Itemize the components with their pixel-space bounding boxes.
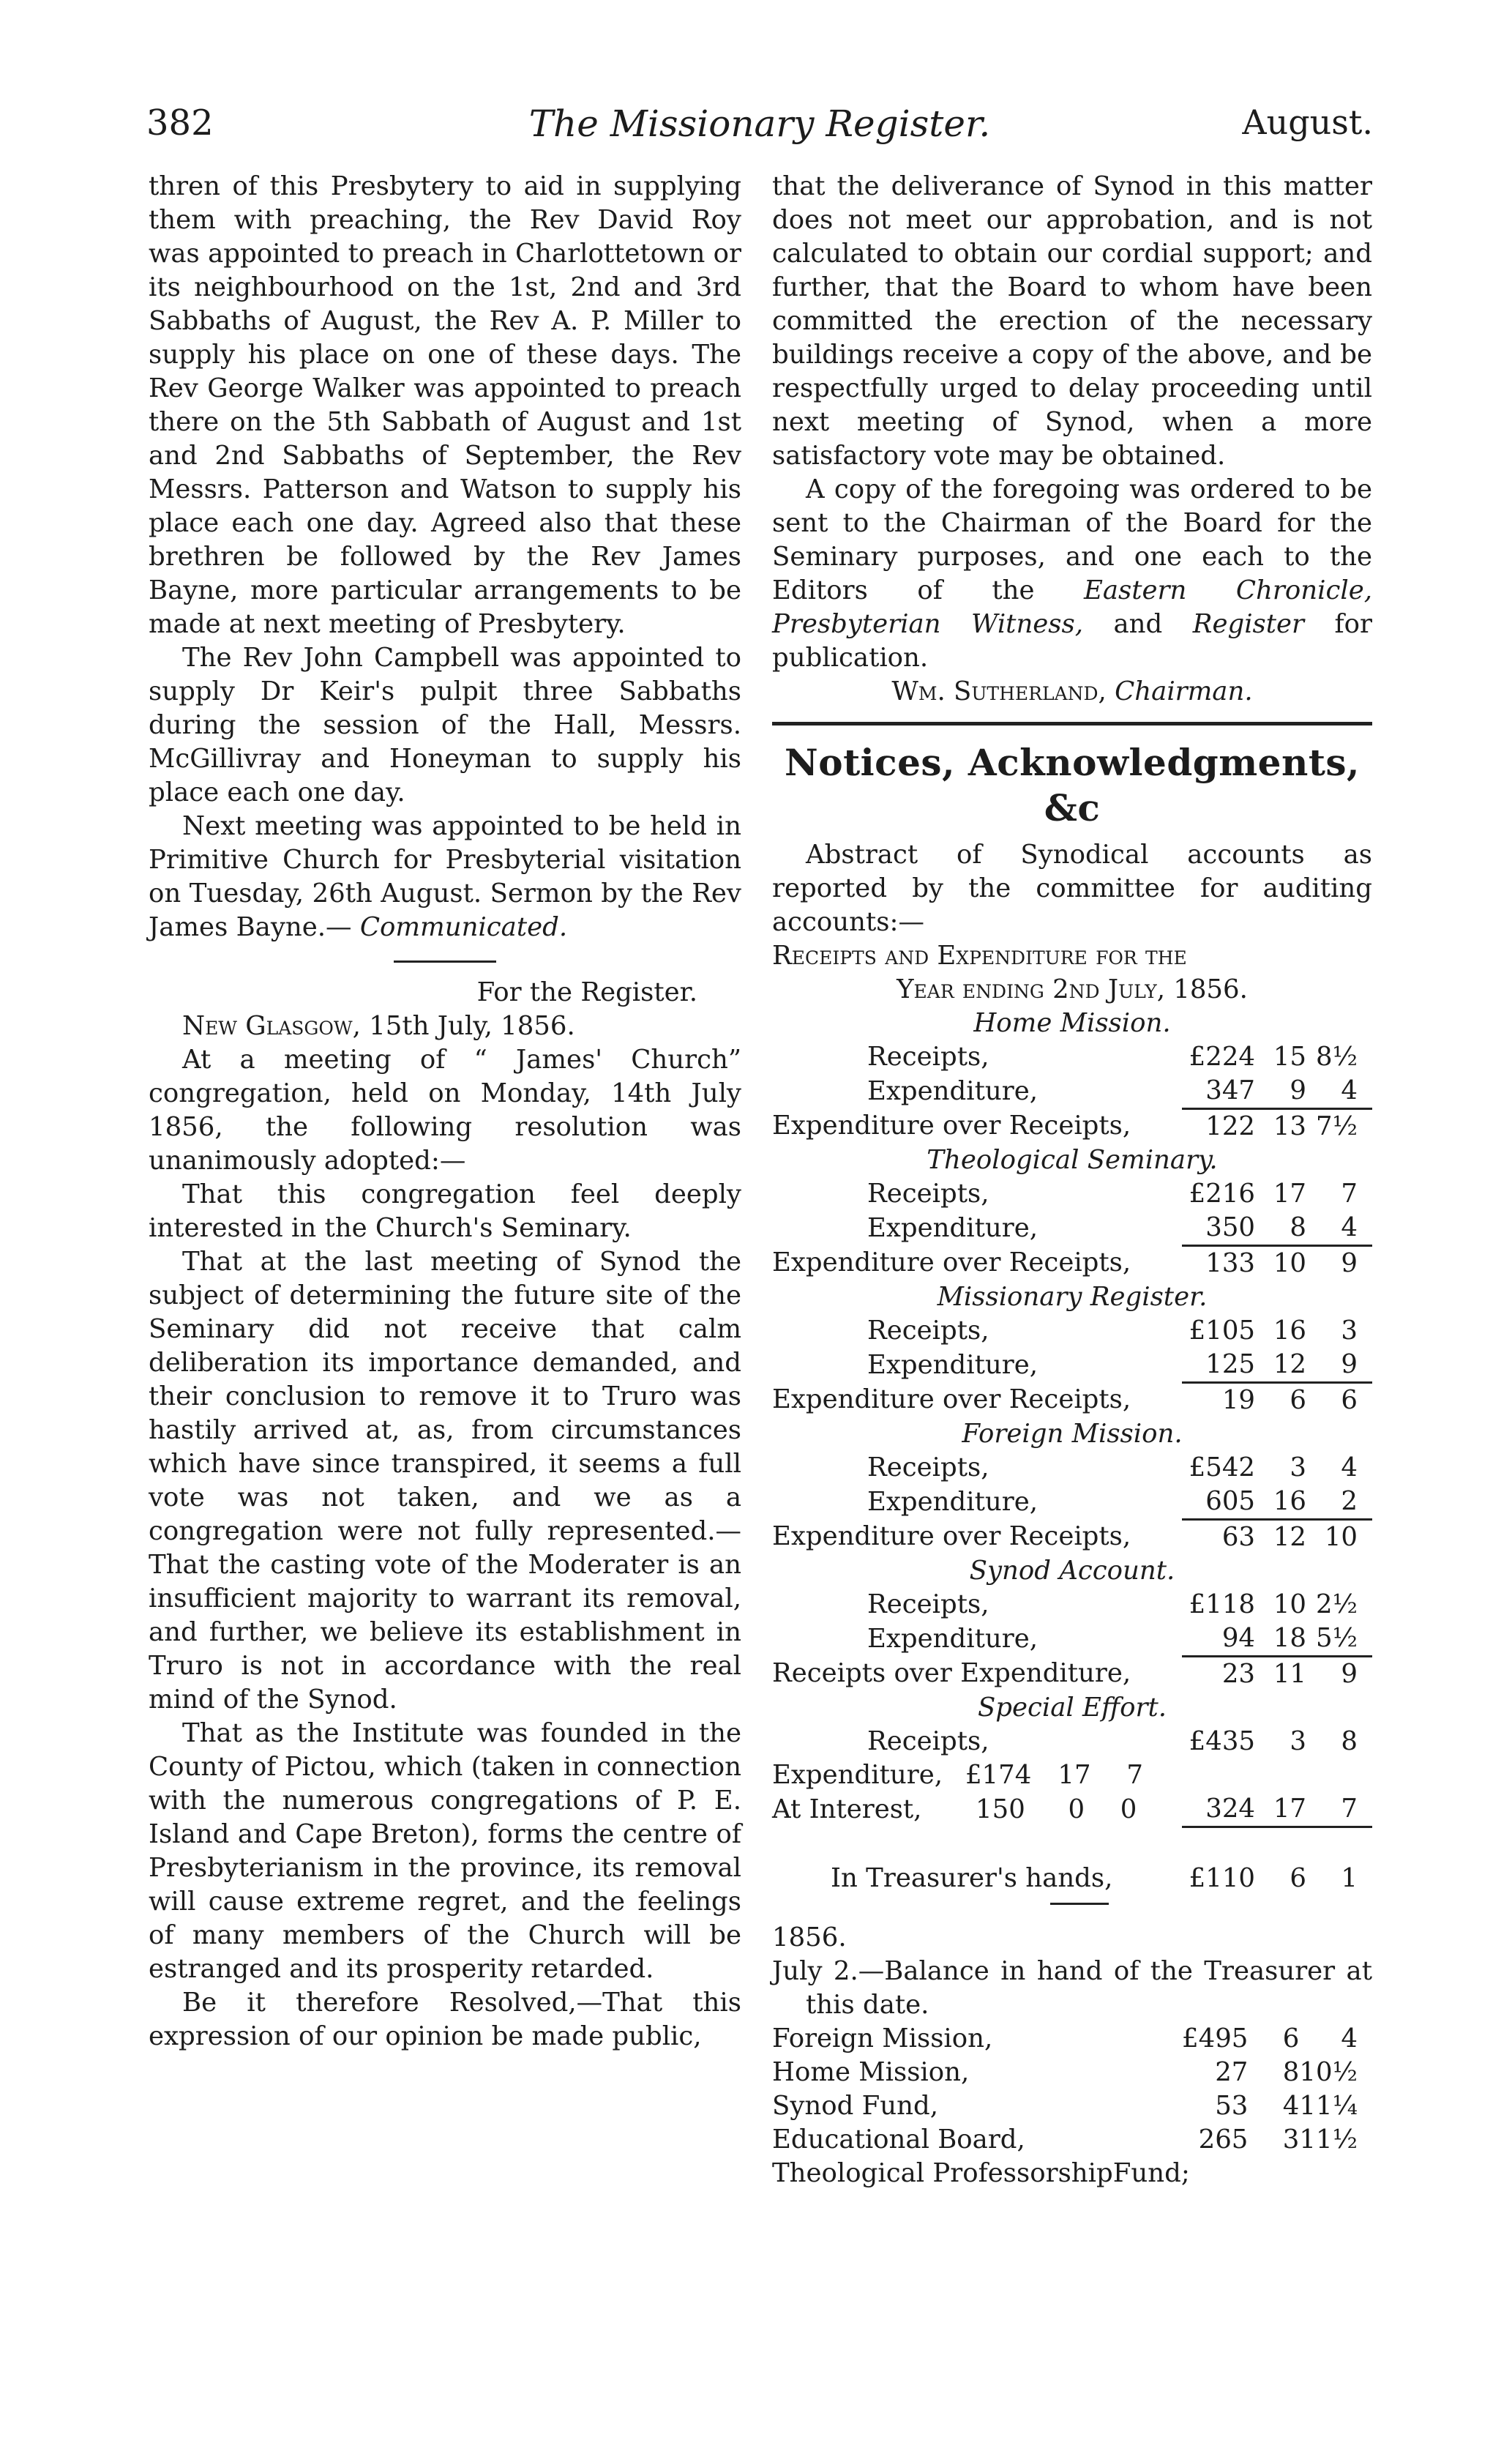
- row-label: Receipts,: [867, 1726, 989, 1756]
- row-label: Educational Board,: [772, 2125, 1025, 2155]
- row-label: Expenditure,: [867, 1349, 1038, 1380]
- pounds: £542: [1189, 1452, 1255, 1482]
- shillings: 6: [1290, 1863, 1306, 1893]
- pounds: £118: [1189, 1589, 1255, 1619]
- shillings: 13: [1273, 1111, 1306, 1141]
- shillings: 17: [1273, 1179, 1306, 1209]
- pounds: 265: [1198, 2125, 1249, 2155]
- shillings: 17: [1255, 1792, 1306, 1827]
- paragraph: thren of this Presbytery to aid in supplying them with preaching, the Rev David Roy was appointed to preach in Charlottetown or its neighbourhood on the 1st, 2nd and 3rd Sabbaths of August, the Rev A. P. Miller to supply his place on one of these days. The Rev George Walker was appointed to preach there on the 5th Sabbath of August and 1st and 2nd Sabbaths of September, the Rev Messrs. Patterson and Watson to supply his place each one day. Agreed also that these brethren be followed by the Rev James Bayne, more particular arrangements to be made at next meeting of Presbytery.: [149, 171, 741, 639]
- shillings: 3: [1290, 1452, 1306, 1482]
- accounts-heading: Receipts and Expenditure for the: [772, 941, 1187, 971]
- balance-table: [772, 2022, 1372, 2190]
- account-title: Theological Seminary.: [927, 1145, 1218, 1175]
- row-label: Expenditure over Receipts,: [772, 1111, 1131, 1141]
- pounds: 347: [1182, 1074, 1255, 1109]
- pounds: 27: [1215, 2057, 1249, 2087]
- account-title: Missionary Register.: [937, 1282, 1208, 1312]
- shillings: 11: [1273, 1659, 1306, 1689]
- pence: 6: [1341, 1385, 1358, 1415]
- balance-heading: July 2.—Balance in hand of the Treasurer at this date.: [772, 1956, 1372, 2020]
- pounds: £224: [1189, 1042, 1255, 1072]
- shillings: 0: [1068, 1794, 1085, 1824]
- pence: 8½: [1316, 1042, 1358, 1072]
- paragraph: That at the last meeting of Synod the subject of determining the future site of the Seminary did not receive that calm deliberation its importance demanded, and their conclusion to remove it to Truro was hastily arrived at, as, from circumstances which have since transpired, it seems a full vote was not taken, and we as a congregation were not fully represented.—That the casting vote of the Moderater is an insufficient majority to warrant its removal, and further, we believe its establishment in Truro is not in accordance with the real mind of the Synod.: [149, 1247, 741, 1715]
- pounds: 122: [1205, 1111, 1255, 1141]
- pounds: 94: [1182, 1622, 1255, 1657]
- balance-year: 1856.: [772, 1922, 847, 1952]
- paragraph: [772, 473, 1372, 675]
- pence: 11½: [1299, 2125, 1358, 2155]
- row-label: Expenditure over Receipts,: [772, 1247, 1131, 1278]
- account-title: Synod Account.: [969, 1556, 1175, 1586]
- accounts-heading: Year ending 2nd July, 1856.: [897, 974, 1248, 1004]
- dateline-date: 15th July, 1856.: [369, 1011, 575, 1041]
- signature-role: Chairman.: [1115, 676, 1253, 706]
- and-text: and: [1113, 609, 1163, 639]
- pounds: 350: [1182, 1211, 1255, 1246]
- pence: 1: [1341, 1863, 1358, 1893]
- paragraph: [149, 810, 741, 944]
- section-title: Notices, Acknowledgments, &c: [785, 741, 1360, 829]
- pounds: £105: [1189, 1316, 1255, 1346]
- for-register-label: For the Register.: [476, 977, 697, 1007]
- account-title: Foreign Mission.: [962, 1419, 1183, 1449]
- divider: [394, 960, 496, 963]
- pounds: 324: [1182, 1792, 1255, 1827]
- pence: 4: [1306, 1211, 1372, 1246]
- shillings: 9: [1255, 1074, 1306, 1109]
- pence: 3: [1341, 1316, 1358, 1346]
- paragraph: Be it therefore Resolved,—That this expression of our opinion be made public,: [149, 1988, 741, 2051]
- expenditure-label: Expenditure,: [772, 1760, 943, 1790]
- paragraph-text: A copy of the foregoing was ordered to be sent to the Chairman of the Board for the Seminary purposes, and one each to the Editors of the: [772, 474, 1372, 605]
- pounds: £216: [1189, 1179, 1255, 1209]
- running-title: The Missionary Register.: [528, 102, 991, 145]
- paragraph: That this congregation feel deeply interested in the Church's Seminary.: [149, 1179, 741, 1243]
- register-name: Register: [1192, 609, 1305, 639]
- row-label: Expenditure,: [867, 1486, 1038, 1517]
- month-label: August.: [1242, 102, 1373, 142]
- pounds: 63: [1221, 1522, 1255, 1552]
- paragraph: The Rev John Campbell was appointed to supply Dr Keir's pulpit three Sabbaths during the session of the Hall, Messrs. McGillivray and Honeyman to supply his place each one day.: [149, 643, 741, 807]
- row-label: [772, 1758, 1182, 1792]
- shillings: 10: [1273, 1589, 1306, 1619]
- row-label: Foreign Mission,: [772, 2023, 993, 2053]
- shillings: 3: [1290, 1726, 1306, 1756]
- signature: [772, 675, 1372, 709]
- pence: 7: [1126, 1760, 1143, 1790]
- shillings: 6: [1282, 2023, 1300, 2053]
- pence: 2½: [1316, 1589, 1358, 1619]
- pounds: 605: [1182, 1485, 1255, 1520]
- pence: 9: [1341, 1659, 1358, 1689]
- signature-name: Wm. Sutherland,: [891, 676, 1107, 706]
- right-column: [772, 170, 1372, 2190]
- shillings: 12: [1255, 1348, 1306, 1383]
- row-label: Receipts,: [867, 1316, 989, 1346]
- pence: 7½: [1316, 1111, 1358, 1141]
- pence: 10½: [1299, 2057, 1358, 2087]
- pence: 8: [1341, 1726, 1358, 1756]
- row-label: Expenditure,: [867, 1212, 1038, 1243]
- pounds: £495: [1182, 2023, 1249, 2053]
- shillings: 10: [1273, 1248, 1306, 1278]
- dateline-place: New Glasgow,: [182, 1011, 361, 1041]
- pence: 0: [1120, 1794, 1137, 1824]
- row-label: Receipts,: [867, 1179, 989, 1209]
- row-label: Synod Fund,: [772, 2091, 938, 2121]
- row-label: Expenditure,: [867, 1075, 1038, 1106]
- pence: 2: [1306, 1485, 1372, 1520]
- pence: 4: [1306, 1074, 1372, 1109]
- shillings: 16: [1255, 1485, 1306, 1520]
- dateline: [149, 1010, 741, 1043]
- shillings: 3: [1282, 2125, 1300, 2155]
- account-title: Home Mission.: [973, 1008, 1171, 1038]
- divider: [1050, 1903, 1109, 1905]
- pounds: £110: [1189, 1863, 1255, 1893]
- row-label: Receipts,: [867, 1042, 989, 1072]
- pounds: 19: [1221, 1385, 1255, 1415]
- pounds: 125: [1182, 1348, 1255, 1383]
- row-label: Expenditure,: [867, 1623, 1038, 1654]
- section-divider: [772, 722, 1372, 725]
- pence: 10: [1324, 1522, 1358, 1552]
- shillings: 17: [1058, 1760, 1091, 1790]
- pence: 9: [1306, 1348, 1372, 1383]
- page-header: [146, 102, 1373, 154]
- paragraph: Abstract of Synodical accounts as reported by the committee for auditing accounts:—: [772, 840, 1372, 937]
- pence: 7: [1306, 1792, 1372, 1827]
- pounds: 23: [1221, 1659, 1255, 1689]
- paragraph: At a meeting of “ James' Church” congregation, held on Monday, 14th July 1856, the following resolution was unanimously adopted:—: [149, 1045, 741, 1176]
- row-label: Receipts,: [867, 1589, 989, 1619]
- pence: 5½: [1306, 1622, 1372, 1657]
- shillings: 12: [1273, 1522, 1306, 1552]
- pence: 4: [1341, 2023, 1358, 2053]
- paragraph-text: for publication.: [772, 609, 1372, 673]
- page-number: 382: [146, 102, 214, 143]
- row-label: Theological ProfessorshipFund;: [772, 2158, 1190, 2188]
- left-column: [149, 170, 741, 2053]
- pounds: 53: [1215, 2091, 1249, 2121]
- communicated-label: Communicated.: [359, 912, 568, 942]
- pence: 9: [1341, 1248, 1358, 1278]
- row-label: Expenditure over Receipts,: [772, 1521, 1131, 1552]
- paragraph: That as the Institute was founded in the County of Pictou, which (taken in connection with the numerous congregations of P. E. Island and Cape Breton), forms the centre of Presbyterianism in the province, its removal will cause extreme regret, and the feelings of many members of the Church will be estranged and its prosperity retarded.: [149, 1718, 741, 1984]
- shillings: 16: [1273, 1316, 1306, 1346]
- paragraph: that the deliverance of Synod in this matter does not meet our approbation, and is not calculated to obtain our cordial support; and further, that the Board to whom have been committed the erection of the necessary buildings receive a copy of the above, and be respectfully urged to delay proceeding until next meeting of Synod, when a more satisfactory vote may be obtained.: [772, 171, 1372, 471]
- publication-names: Eastern Chronicle, Presbyterian Witness,: [772, 575, 1372, 639]
- account-title: Special Effort.: [977, 1693, 1167, 1723]
- shillings: 6: [1290, 1385, 1306, 1415]
- row-label: Receipts,: [867, 1452, 989, 1482]
- interest-label: At Interest,: [772, 1794, 922, 1824]
- pounds: £174: [965, 1760, 1032, 1790]
- row-label: In Treasurer's hands,: [831, 1863, 1113, 1893]
- row-label: Expenditure over Receipts,: [772, 1384, 1131, 1415]
- shillings: 15: [1273, 1042, 1306, 1072]
- row-label: Home Mission,: [772, 2057, 970, 2087]
- row-label: Receipts over Expenditure,: [772, 1658, 1131, 1689]
- pounds: 133: [1205, 1248, 1255, 1278]
- shillings: 8: [1255, 1211, 1306, 1246]
- row-label: [772, 1792, 1182, 1827]
- shillings: 8: [1282, 2057, 1300, 2087]
- pounds: 150: [976, 1794, 1025, 1824]
- accounts-table: [772, 1007, 1372, 1895]
- pounds: £435: [1189, 1726, 1255, 1756]
- shillings: 18: [1255, 1622, 1306, 1657]
- pence: 7: [1341, 1179, 1358, 1209]
- pence: 11¼: [1299, 2091, 1358, 2121]
- shillings: 4: [1282, 2091, 1300, 2121]
- pence: 4: [1341, 1452, 1358, 1482]
- paragraph-text: Next meeting was appointed to be held in Primitive Church for Presbyterial visitation on Tuesday, 26th August. Sermon by the Rev James Bayne.—: [149, 811, 741, 942]
